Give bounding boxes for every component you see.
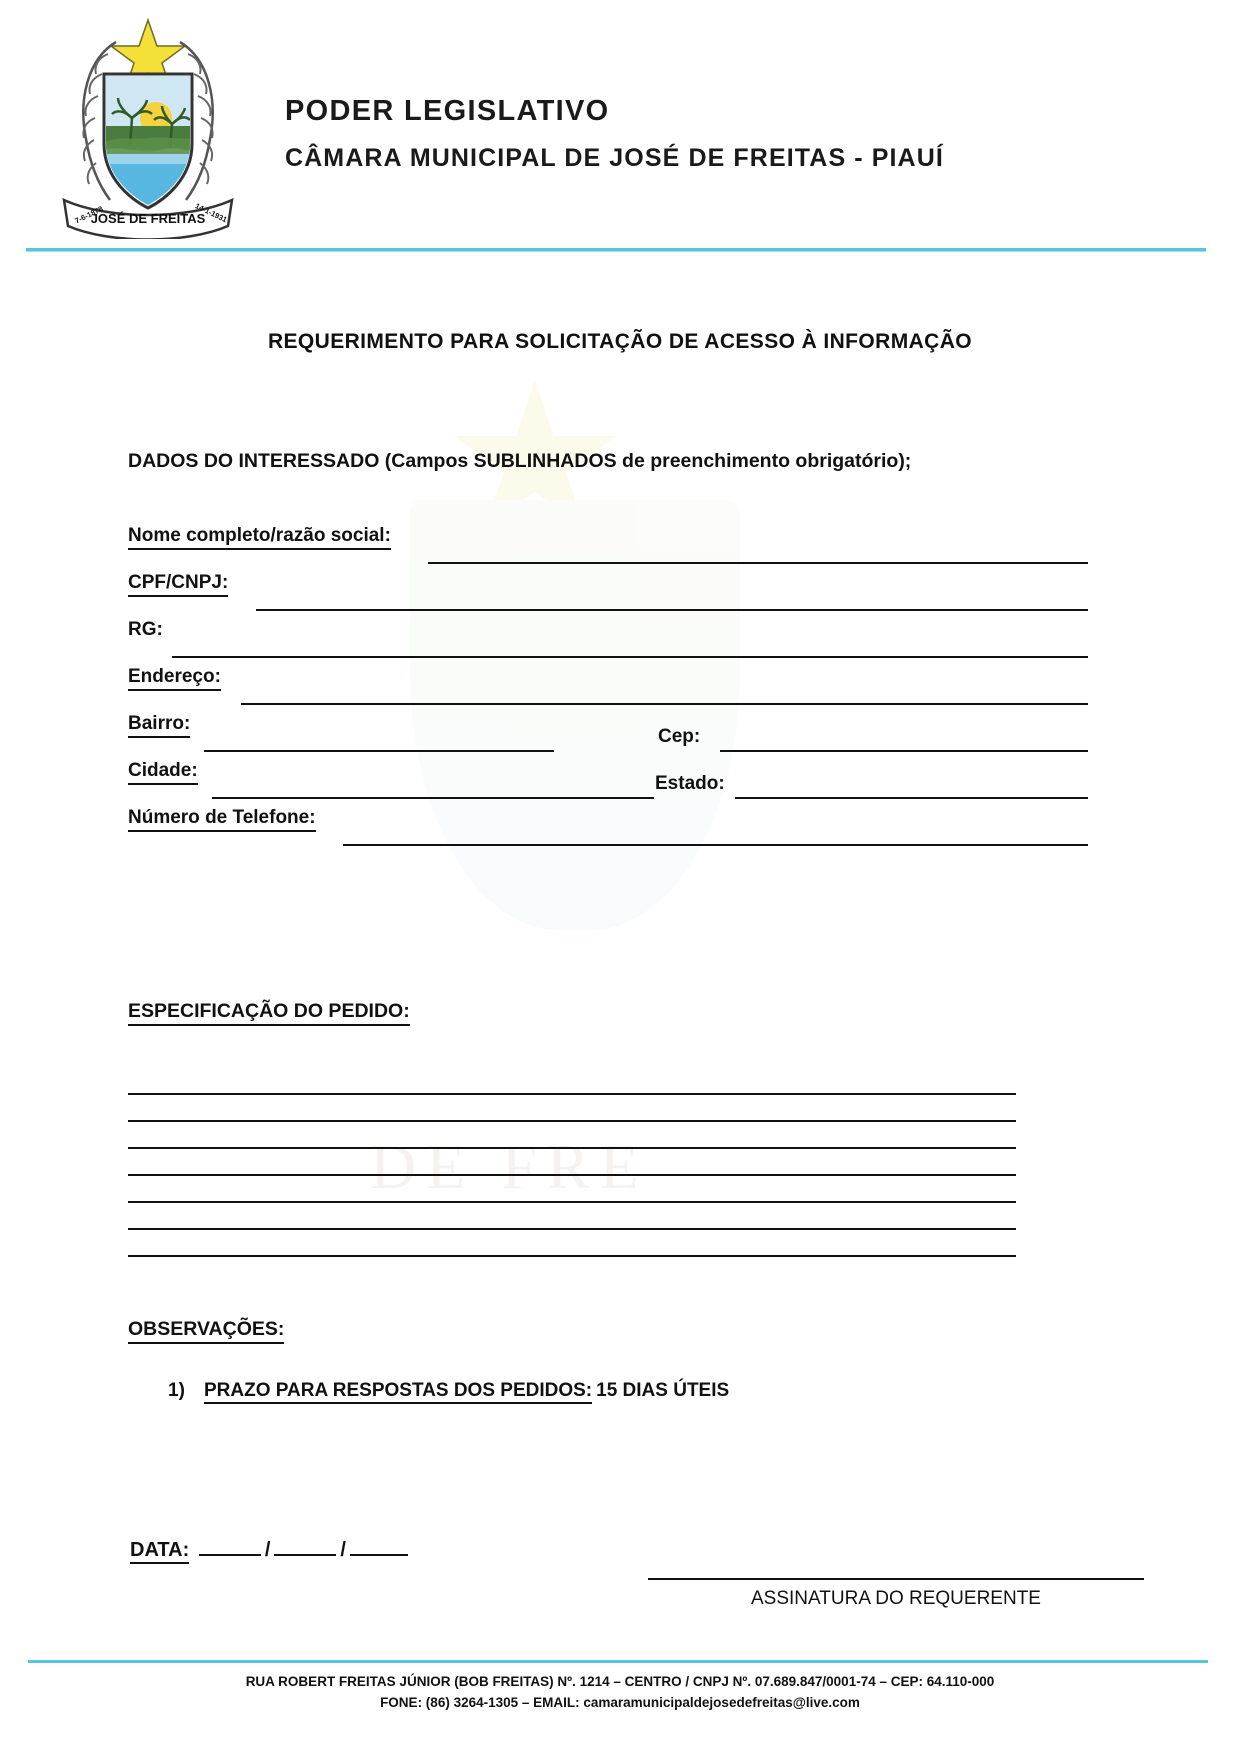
field-label-rg: RG: [128, 619, 163, 640]
field-label-estado: Estado: [655, 773, 725, 794]
field-input-cidade[interactable] [212, 797, 654, 799]
header-line-poder-legislativo: PODER LEGISLATIVO [285, 95, 610, 127]
date-separator-2: / [340, 1539, 346, 1561]
svg-text:14-1-1931: 14-1-1931 [193, 201, 229, 225]
field-row-cidade-estado [128, 760, 1088, 807]
writing-line[interactable] [128, 1176, 1016, 1203]
page-title: REQUERIMENTO PARA SOLICITAÇÃO DE ACESSO À INFORMAÇÃO [267, 330, 973, 353]
field-input-rg[interactable] [172, 656, 1088, 658]
especificacao-writing-area[interactable] [128, 1068, 1016, 1257]
field-row-cpf-cnpj [128, 572, 1088, 619]
signature-input-line[interactable] [648, 1578, 1144, 1580]
observacao-value: 15 DIAS ÚTEIS [596, 1380, 730, 1401]
field-row-nome [128, 525, 1088, 572]
signature-label: ASSINATURA DO REQUERENTE [751, 1588, 1041, 1609]
field-input-telefone[interactable] [343, 844, 1088, 846]
writing-line[interactable] [128, 1122, 1016, 1149]
header-divider [26, 248, 1206, 251]
writing-line[interactable] [128, 1068, 1016, 1095]
header-titles [285, 95, 1155, 173]
svg-text:7-6-1878: 7-6-1878 [73, 204, 105, 226]
field-input-bairro[interactable] [204, 750, 554, 752]
writing-line[interactable] [128, 1095, 1016, 1122]
field-input-cpf-cnpj[interactable] [256, 609, 1088, 611]
date-month-input[interactable] [274, 1538, 336, 1556]
date-label: DATA: [130, 1539, 189, 1564]
field-label-endereco: Endereço: [128, 666, 221, 691]
field-label-cep: Cep: [658, 726, 701, 747]
section-title-observacoes: OBSERVAÇÕES: [128, 1318, 284, 1344]
date-year-input[interactable] [350, 1538, 408, 1556]
form-fields [128, 525, 1088, 854]
observacao-number: 1) [168, 1380, 185, 1401]
date-separator-1: / [264, 1539, 271, 1561]
writing-line[interactable] [128, 1149, 1016, 1176]
field-row-rg [128, 619, 1088, 666]
field-label-bairro: Bairro: [128, 713, 190, 738]
date-day-input[interactable] [199, 1538, 261, 1556]
field-label-telefone: Número de Telefone: [128, 807, 316, 832]
date-field-row [130, 1538, 412, 1562]
section-title-especificacao: ESPECIFICAÇÃO DO PEDIDO: [128, 1000, 410, 1026]
header-line-camara-municipal: CÂMARA MUNICIPAL DE JOSÉ DE FREITAS - PIAUÍ [285, 144, 944, 172]
writing-line[interactable] [128, 1203, 1016, 1230]
watermark-text: DE FRE [370, 1131, 649, 1202]
footer-contact-line: FONE: (86) 3264-1305 – EMAIL: camaramunicipaldejosedefreitas@live.com [380, 1694, 860, 1710]
svg-text:JOSÉ DE FREITAS: JOSÉ DE FREITAS [90, 211, 206, 226]
field-input-estado[interactable] [735, 797, 1088, 799]
field-input-cep[interactable] [720, 750, 1088, 752]
footer-divider [28, 1660, 1208, 1663]
field-input-endereco[interactable] [241, 703, 1088, 705]
document-header [0, 0, 1240, 260]
field-label-nome: Nome completo/razão social: [128, 525, 391, 550]
section-note-dados-interessado: DADOS DO INTERESSADO (Campos SUBLINHADOS de preenchimento obrigatório); [128, 450, 912, 472]
document-footer [0, 1672, 1240, 1714]
footer-address-line: RUA ROBERT FREITAS JÚNIOR (BOB FREITAS) Nº. 1214 – CENTRO / CNPJ Nº. 07.689.847/0001-74 – CEP: 64.110-000 [245, 1674, 995, 1689]
field-row-endereco [128, 666, 1088, 713]
field-label-cpf-cnpj: CPF/CNPJ: [128, 572, 228, 597]
field-input-nome[interactable] [428, 562, 1088, 564]
observacao-item-1 [168, 1380, 729, 1402]
field-label-cidade: Cidade: [128, 760, 198, 785]
coat-of-arms-icon [38, 14, 258, 239]
field-row-bairro-cep [128, 713, 1088, 760]
observacao-key: PRAZO PARA RESPOSTAS DOS PEDIDOS: [204, 1380, 592, 1404]
writing-line[interactable] [128, 1230, 1016, 1257]
field-row-telefone [128, 807, 1088, 854]
